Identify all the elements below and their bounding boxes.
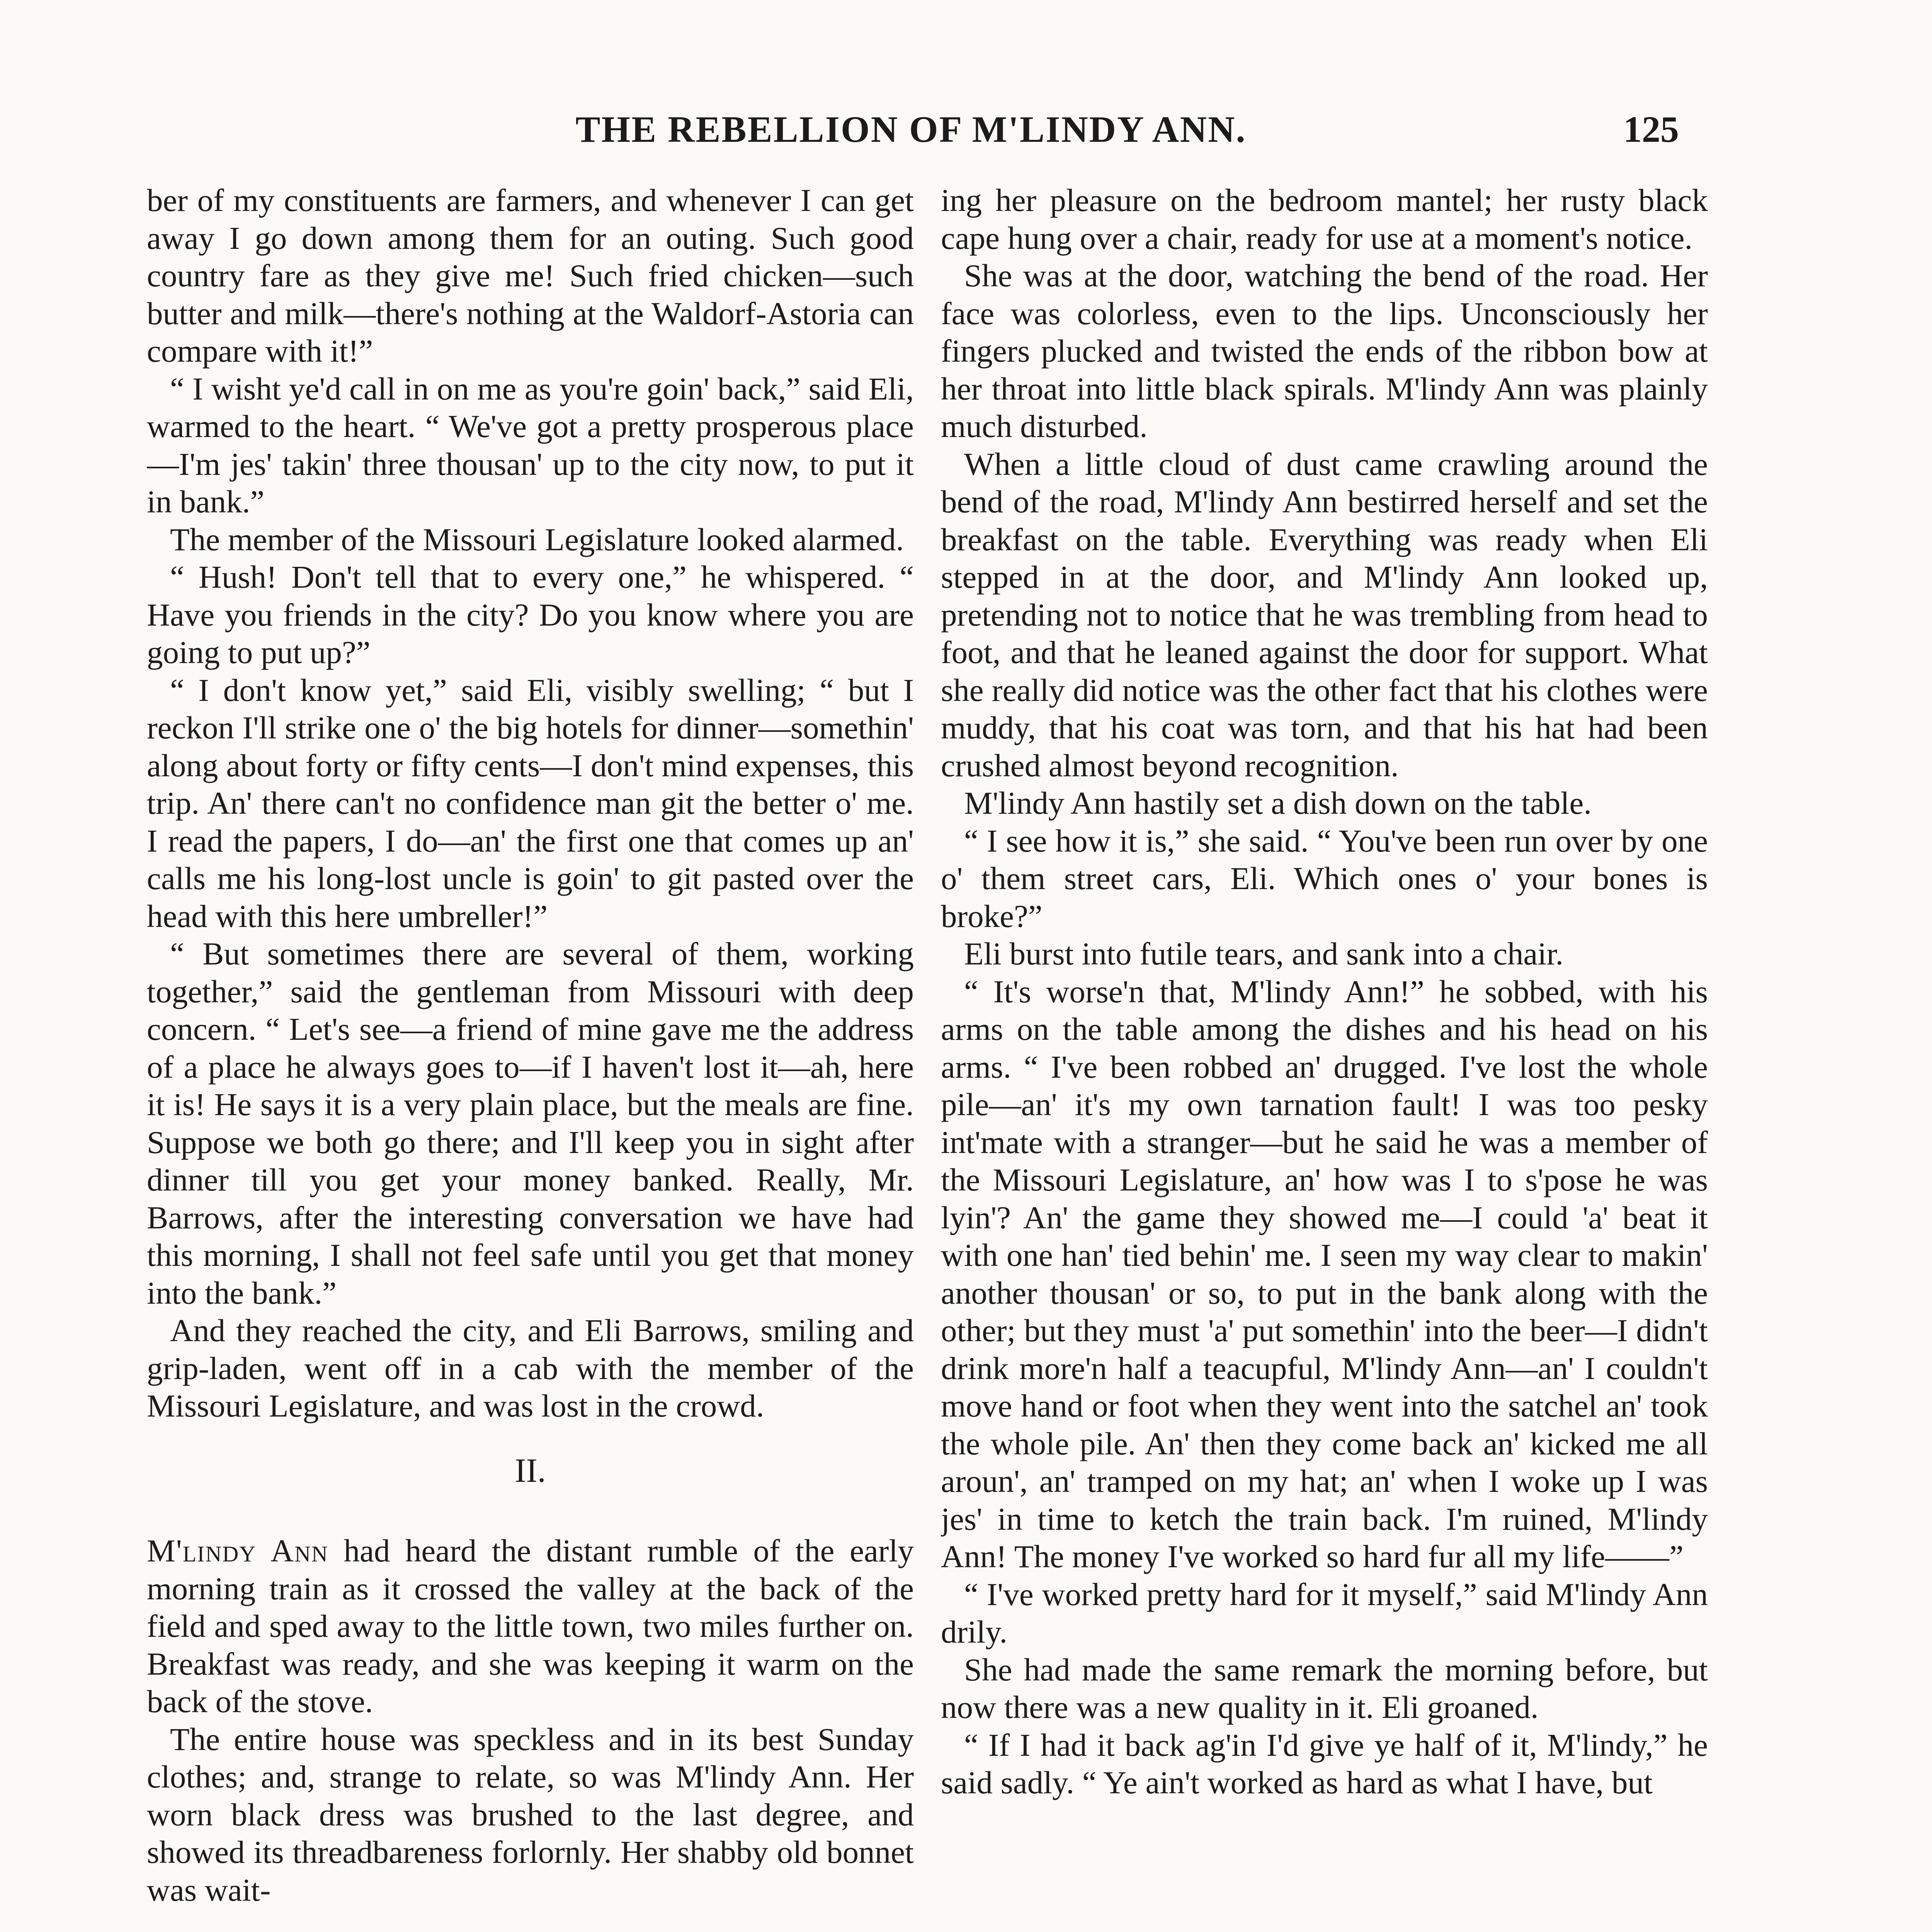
left-column	[147, 182, 914, 1932]
paragraph: “ I've worked pretty hard for it myself,” said M'lindy Ann drily.	[941, 1576, 1708, 1650]
paragraph: When a little cloud of dust came crawling around the bend of the road, M'lindy Ann bestirred herself and set the breakfast on the table. Everything was ready when Eli stepped in at the door, and M'lindy Ann looked up, pretending not to notice that he was trembling from head to foot, and that he leaned against the door for support. What she really did notice was the other fact that his clothes were muddy, that his coat was torn, and that his hat had been crushed almost beyond recognition.	[941, 446, 1708, 783]
section-lead-words: M'lindy Ann	[147, 1533, 328, 1568]
paragraph: “ If I had it back ag'in I'd give ye half of it, M'lindy,” he said sadly. “ Ye ain't worked as hard as what I have, but	[941, 1727, 1708, 1800]
running-title: THE REBELLION OF M'LINDY ANN.	[575, 109, 1247, 150]
paragraph: And they reached the city, and Eli Barrows, smiling and grip-laden, went off in a cab with the member of the Missouri Legislature, and was lost in the crowd.	[147, 1313, 914, 1423]
right-column	[941, 182, 1708, 1932]
paragraph: “ But sometimes there are several of them, working together,” said the gentleman from Missouri with deep concern. “ Let's see—a friend of mine gave me the address of a place he always goes to—if I haven't lost it—ah, here it is! He says it is a very plain place, but the meals are fine. Suppose we both go there; and I'll keep you in sight after dinner till you get your money banked. Really, Mr. Barrows, after the interesting conversation we have had this morning, I shall not feel safe until you get that money into the bank.”	[147, 936, 914, 1311]
paragraph: Eli burst into futile tears, and sank into a chair.	[964, 936, 1564, 971]
paragraph: M'lindy Ann hastily set a dish down on the table.	[964, 785, 1592, 821]
paragraph: “ It's worse'n that, M'lindy Ann!” he sobbed, with his arms on the table among the dishes and his head on his arms. “ I've been robbed an' drugged. I've lost the whole pile—an' it's my own tarnation fault! I was too pesky int'mate with a stranger—but he said he was a member of the Missouri Legislature, an' how was I to s'pose he was lyin'? An' the game they showed me—I could 'a' beat it with one han' tied behin' me. I seen my way clear to makin' another thousan' or so, to put in the bank along with the other; but they must 'a' put somethin' into the beer—I didn't drink more'n half a teacupful, M'lindy Ann—an' I couldn't move hand or foot when they went into the satchel an' took the whole pile. An' then they come back an' kicked me all aroun', an' tramped on my hat; an' when I woke up I was jes' in time to ketch the train back. I'm ruined, M'lindy Ann! The money I've worked so hard fur all my life——”	[941, 973, 1708, 1574]
paragraph: “ I don't know yet,” said Eli, visibly swelling; “ but I reckon I'll strike one o' the big hotels for dinner—somethin' along about forty or fifty cents—I don't mind expenses, this trip. An' there can't no confidence man git the better o' me. I read the papers, I do—an' the first one that comes up an' calls me his long-lost uncle is goin' to git pasted over the head with this here umbreller!”	[147, 672, 914, 934]
paragraph: The entire house was speckless and in its best Sunday clothes; and, strange to relate, so was M'lindy Ann. Her worn black dress was brushed to the last degree, and showed its threadbareness forlornly. Her shabby old bonnet was wait-	[147, 1721, 914, 1908]
paragraph: She had made the same remark the morning before, but now there was a new quality in it. Eli groaned.	[941, 1651, 1708, 1725]
paragraph: ing her pleasure on the bedroom mantel; her rusty black cape hung over a chair, ready for use at a moment's notice.	[941, 182, 1708, 256]
paragraph: The member of the Missouri Legislature looked alarmed.	[170, 521, 904, 557]
section-number: II.	[515, 1452, 546, 1490]
section-opening-paragraph	[147, 1532, 914, 1721]
paragraph: ber of my constituents are farmers, and whenever I can get away I go down among them for an outing. Such good country fare as they give me! Such fried chicken—such butter and milk—there's nothing at the Waldorf-Astoria can compare with it!”	[147, 182, 914, 369]
page-number: 125	[1623, 109, 1679, 150]
paragraph: She was at the door, watching the bend of the road. Her face was colorless, even to the lips. Unconsciously her fingers plucked and twisted the ends of the ribbon bow at her throat into little black spirals. M'lindy Ann was plainly much disturbed.	[941, 258, 1708, 444]
paragraph: “ I wisht ye'd call in on me as you're goin' back,” said Eli, warmed to the heart. “ We've got a pretty prosperous place—I'm jes' takin' three thousan' up to the city now, to put it in bank.”	[147, 371, 914, 519]
section-opening-text: had heard the distant rumble of the early morning train as it crossed the valley at the back of the field and sped away to the little town, two miles further on. Breakfast was ready, and she was keeping it warm on the back of the stove.	[147, 1533, 914, 1719]
paragraph: “ Hush! Don't tell that to every one,” he whispered. “ Have you friends in the city? Do you know where you are going to put up?”	[147, 559, 914, 670]
paragraph: “ I see how it is,” she said. “ You've been run over by one o' them street cars, Eli. Which ones o' your bones is broke?”	[941, 823, 1708, 934]
page-header	[143, 104, 1679, 155]
